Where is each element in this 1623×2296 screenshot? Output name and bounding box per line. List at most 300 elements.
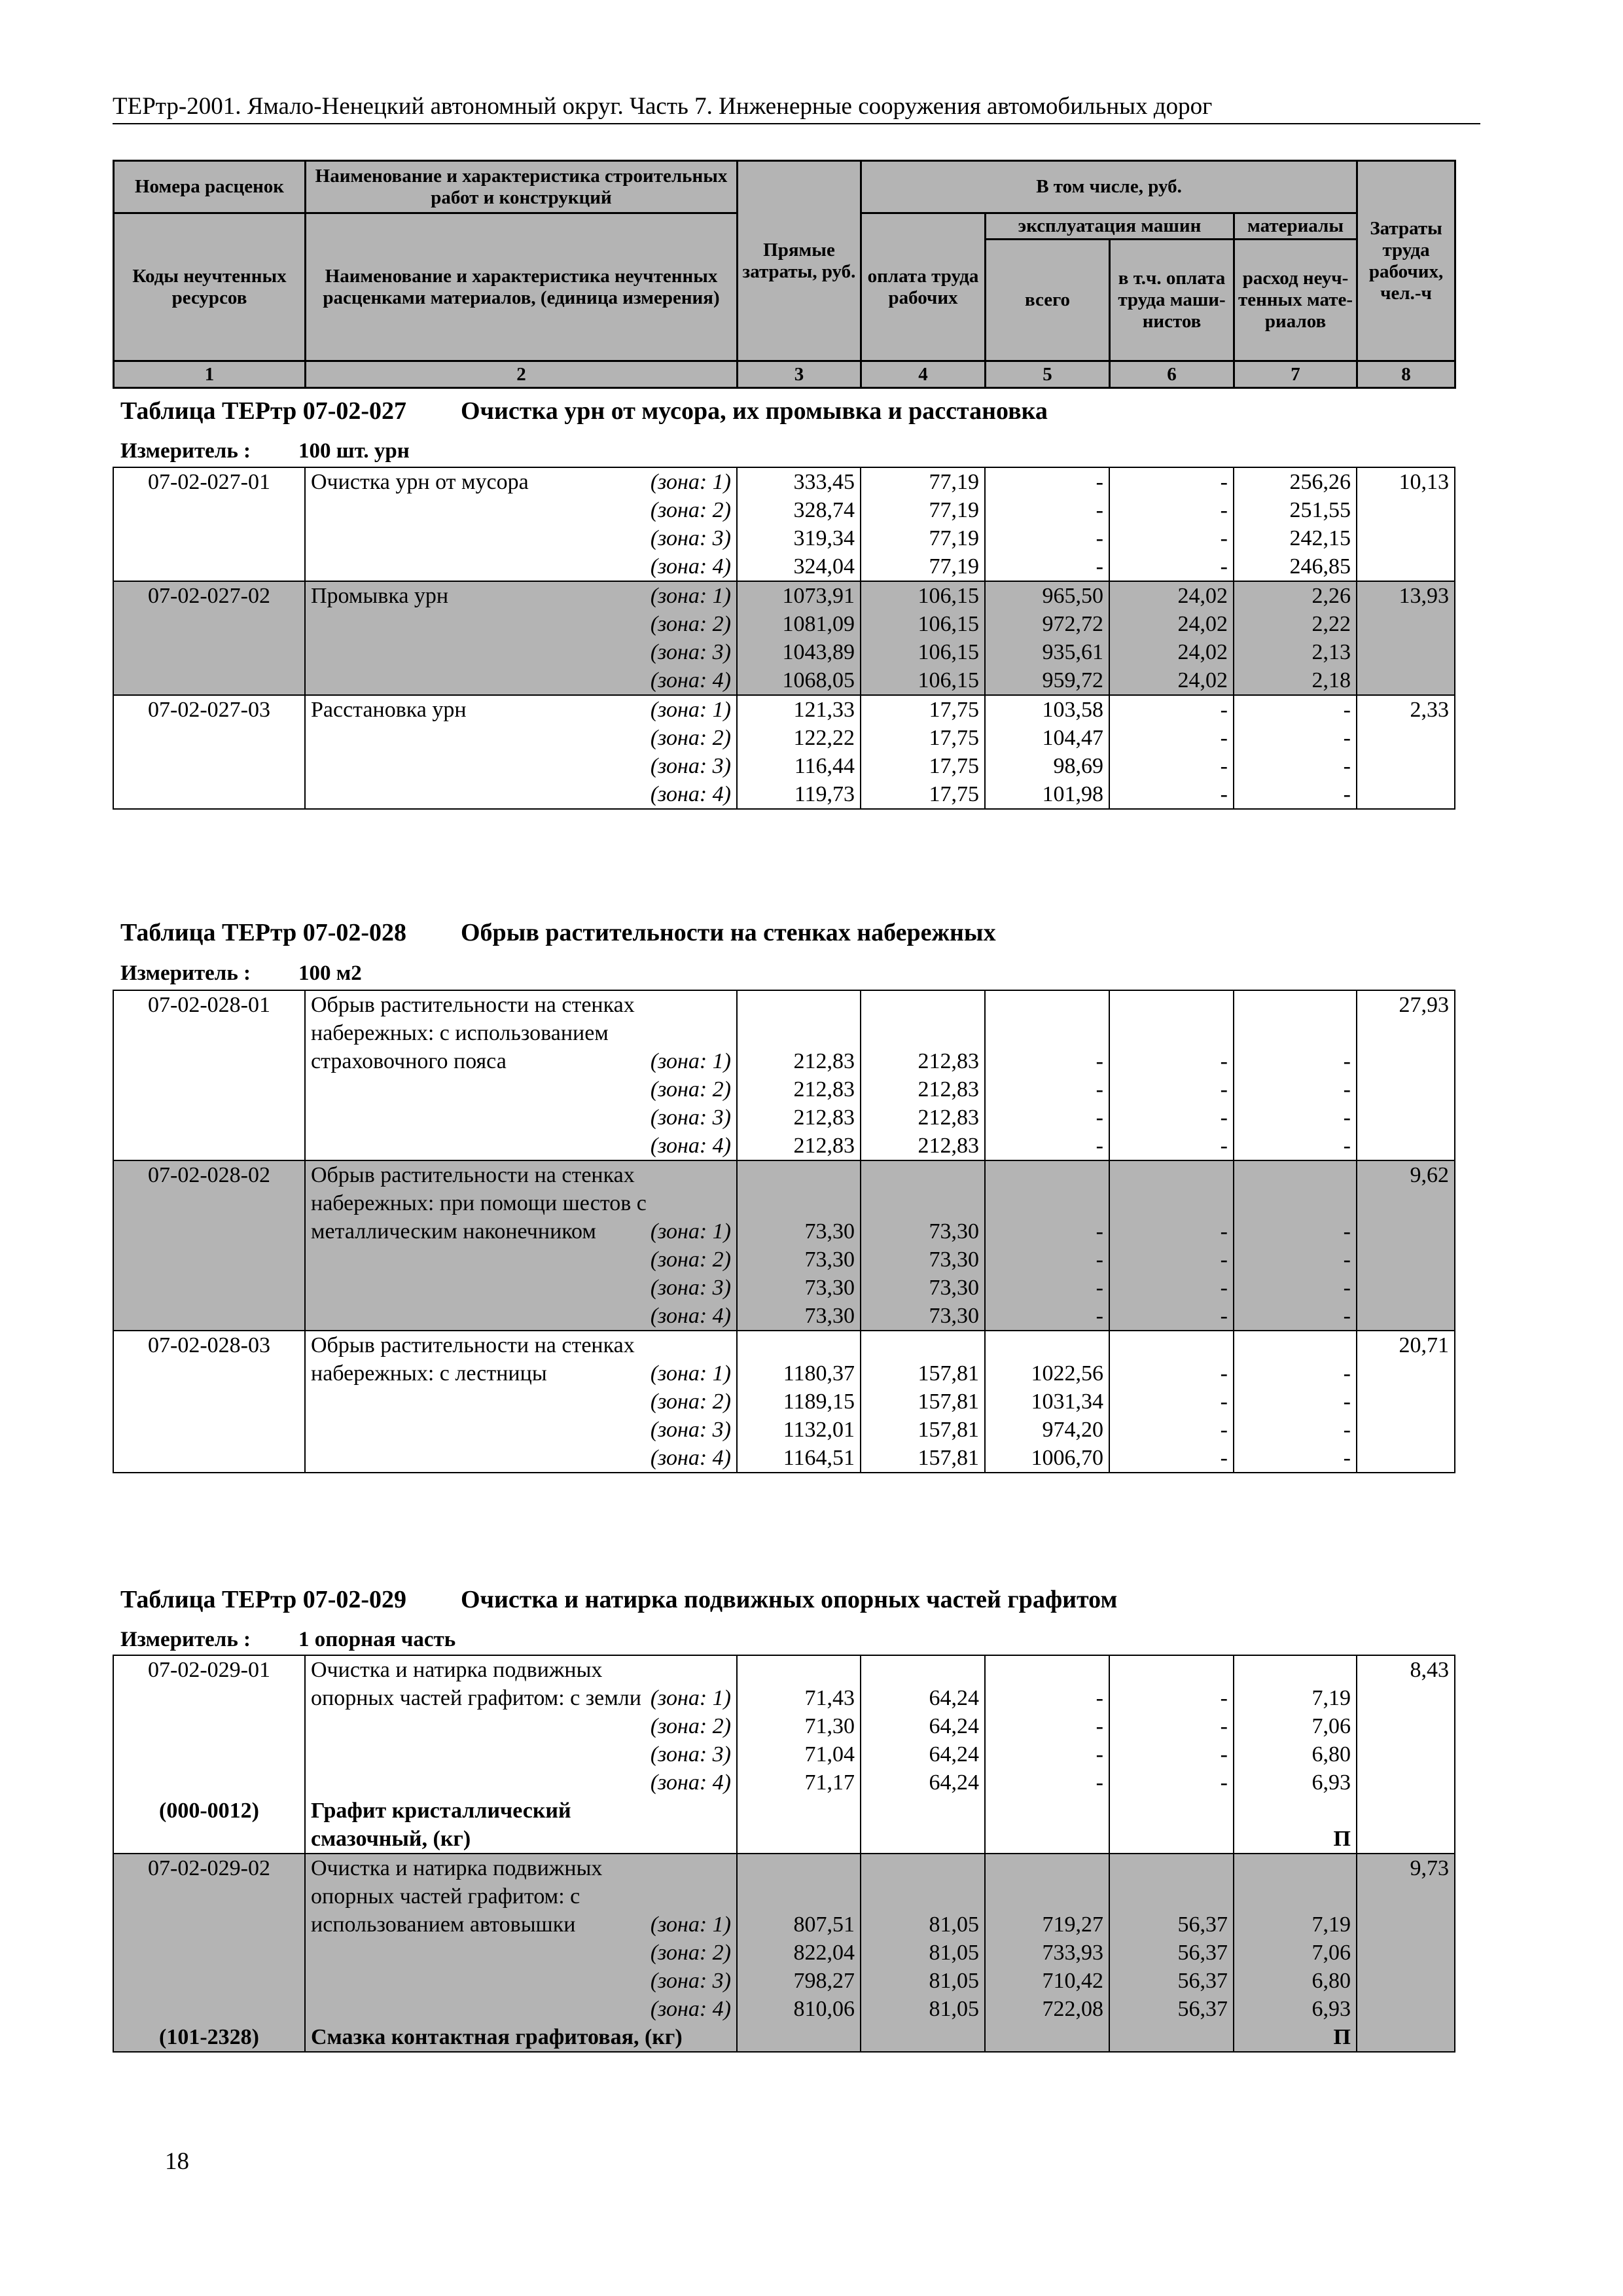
machines-total: [985, 1160, 1109, 1189]
materials-cost: 6,80: [1234, 1967, 1357, 1995]
table-row: [113, 1825, 1455, 1854]
rate-code: [113, 1939, 305, 1967]
operators-pay: [1109, 1160, 1234, 1189]
labor-cost: [1357, 1740, 1455, 1768]
labor-cost: 2,33: [1357, 695, 1455, 724]
labor-cost: [1357, 1797, 1455, 1825]
table-row: [113, 467, 1455, 496]
direct-cost: [737, 1655, 861, 1684]
rate-code: [113, 1302, 305, 1331]
operators-pay: -: [1109, 780, 1234, 809]
direct-cost: 116,44: [737, 752, 861, 780]
table-row: [113, 1274, 1455, 1302]
work-name: набережных: при помощи шестов с: [305, 1189, 737, 1217]
labor-cost: [1357, 1359, 1455, 1388]
workers-pay: [861, 990, 985, 1019]
operators-pay: -: [1109, 467, 1234, 496]
zone-label: (зона: 1): [650, 1361, 731, 1386]
table-row: [113, 2023, 1455, 2052]
rate-code: 07-02-027-01: [113, 467, 305, 496]
direct-cost: 1068,05: [737, 666, 861, 695]
labor-cost: 13,93: [1357, 581, 1455, 610]
labor-cost: [1357, 1825, 1455, 1854]
rate-code: 07-02-027-02: [113, 581, 305, 610]
table-row: [113, 1655, 1455, 1684]
zone-label: (зона: 3): [305, 524, 737, 552]
machines-total: [985, 1189, 1109, 1217]
rate-code: [113, 496, 305, 524]
table-row: [113, 581, 1455, 610]
direct-cost: 71,17: [737, 1768, 861, 1797]
materials-cost: -: [1234, 695, 1357, 724]
labor-cost: [1357, 1967, 1455, 1995]
machines-total: 1006,70: [985, 1444, 1109, 1473]
labor-cost: 20,71: [1357, 1331, 1455, 1359]
direct-cost: 121,33: [737, 695, 861, 724]
measure-value: 1 опорная часть: [298, 1628, 456, 1651]
operators-pay: -: [1109, 1047, 1234, 1075]
workers-pay: 17,75: [861, 780, 985, 809]
labor-cost: 10,13: [1357, 467, 1455, 496]
machines-total: -: [985, 1075, 1109, 1103]
workers-pay: 81,05: [861, 1939, 985, 1967]
workers-pay: 77,19: [861, 496, 985, 524]
labor-cost: 27,93: [1357, 990, 1455, 1019]
workers-pay: 157,81: [861, 1416, 985, 1444]
direct-cost: 212,83: [737, 1047, 861, 1075]
workers-pay: 106,15: [861, 638, 985, 666]
operators-pay: [1109, 1655, 1234, 1684]
table-row: [113, 1047, 1455, 1075]
table-row: [113, 1331, 1455, 1359]
workers-pay: 212,83: [861, 1047, 985, 1075]
materials-cost: 251,55: [1234, 496, 1357, 524]
labor-cost: [1357, 496, 1455, 524]
zone-label: (зона: 2): [305, 610, 737, 638]
rates-table: [113, 1655, 1455, 2053]
rate-code: [113, 1882, 305, 1910]
direct-cost: [737, 2023, 861, 2052]
zone-label: (зона: 2): [305, 1388, 737, 1416]
rate-code: [113, 1217, 305, 1246]
column-number: 2: [306, 361, 738, 388]
workers-pay: 81,05: [861, 1995, 985, 2023]
workers-pay: 212,83: [861, 1103, 985, 1132]
operators-pay: -: [1109, 1740, 1234, 1768]
table-row: [113, 1768, 1455, 1797]
zone-label: (зона: 1): [650, 1049, 731, 1073]
work-name: Обрыв растительности на стенках: [305, 1331, 737, 1359]
table-row: [113, 1797, 1455, 1825]
workers-pay: [861, 1797, 985, 1825]
machines-total: -: [985, 524, 1109, 552]
labor-cost: [1357, 752, 1455, 780]
machines-total: -: [985, 1684, 1109, 1712]
table-row: [113, 1967, 1455, 1995]
direct-cost: 333,45: [737, 467, 861, 496]
column-numbers-row: [114, 361, 1455, 388]
work-name-cell: [305, 581, 737, 610]
direct-cost: 212,83: [737, 1075, 861, 1103]
zone-label: (зона: 1): [650, 698, 731, 722]
operators-pay: 56,37: [1109, 1967, 1234, 1995]
materials-cost: 7,06: [1234, 1939, 1357, 1967]
materials-cost: [1234, 1882, 1357, 1910]
machines-total: -: [985, 496, 1109, 524]
rates-table: [113, 467, 1455, 810]
workers-pay: 17,75: [861, 724, 985, 752]
direct-cost: 1189,15: [737, 1388, 861, 1416]
table-row: [113, 1416, 1455, 1444]
materials-cost: [1234, 1189, 1357, 1217]
machines-total: 101,98: [985, 780, 1109, 809]
operators-pay: 24,02: [1109, 610, 1234, 638]
measure-value: 100 шт. урн: [298, 439, 410, 463]
workers-pay: [861, 1655, 985, 1684]
labor-cost: [1357, 1939, 1455, 1967]
header-direct-costs: Прямые затраты, руб.: [738, 161, 861, 361]
materials-cost: 2,26: [1234, 581, 1357, 610]
labor-cost: [1357, 2023, 1455, 2052]
operators-pay: [1109, 1882, 1234, 1910]
operators-pay: -: [1109, 552, 1234, 581]
workers-pay: 157,81: [861, 1444, 985, 1473]
operators-pay: 56,37: [1109, 1939, 1234, 1967]
zone-label: (зона: 3): [305, 1967, 737, 1995]
materials-cost: 7,06: [1234, 1712, 1357, 1740]
direct-cost: 1081,09: [737, 610, 861, 638]
zone-label: (зона: 4): [305, 780, 737, 809]
operators-pay: -: [1109, 1246, 1234, 1274]
labor-cost: [1357, 1217, 1455, 1246]
column-number: 3: [738, 361, 861, 388]
operators-pay: -: [1109, 1416, 1234, 1444]
measure-label: Измеритель :: [120, 1628, 251, 1651]
work-name-cell: [305, 1684, 737, 1712]
table-row: [113, 1388, 1455, 1416]
rate-code: 07-02-029-02: [113, 1854, 305, 1882]
machines-total: 103,58: [985, 695, 1109, 724]
materials-cost: [1234, 1160, 1357, 1189]
direct-cost: 324,04: [737, 552, 861, 581]
table-row: [113, 1075, 1455, 1103]
workers-pay: 64,24: [861, 1768, 985, 1797]
workers-pay: [861, 2023, 985, 2052]
measure-value: 100 м2: [298, 961, 362, 985]
rate-code: [113, 1768, 305, 1797]
materials-cost: [1234, 1655, 1357, 1684]
materials-cost: -: [1234, 1047, 1357, 1075]
operators-pay: -: [1109, 1359, 1234, 1388]
machines-total: 965,50: [985, 581, 1109, 610]
machines-total: 722,08: [985, 1995, 1109, 2023]
rate-code: [113, 1995, 305, 2023]
table-row: [113, 1160, 1455, 1189]
rate-code: (000-0012): [113, 1797, 305, 1825]
rate-code: [113, 1416, 305, 1444]
labor-cost: [1357, 524, 1455, 552]
operators-pay: -: [1109, 1132, 1234, 1160]
workers-pay: 212,83: [861, 1075, 985, 1103]
header-unaccounted: расход неуч-тенных мате-риалов: [1234, 240, 1357, 361]
labor-cost: [1357, 1189, 1455, 1217]
header-including: В том числе, руб.: [861, 161, 1357, 213]
header-total: всего: [986, 240, 1110, 361]
rate-code: [113, 1075, 305, 1103]
machines-total: -: [985, 1246, 1109, 1274]
work-name: набережных: с использованием: [305, 1019, 737, 1047]
work-name: Расстановка урн: [311, 698, 467, 722]
direct-cost: 328,74: [737, 496, 861, 524]
zone-label: (зона: 4): [305, 1302, 737, 1331]
materials-cost: -: [1234, 1416, 1357, 1444]
direct-cost: [737, 1797, 861, 1825]
rate-code: 07-02-028-02: [113, 1160, 305, 1189]
table-row: [113, 1189, 1455, 1217]
operators-pay: [1109, 1019, 1234, 1047]
zone-label: (зона: 2): [305, 1939, 737, 1967]
workers-pay: 64,24: [861, 1684, 985, 1712]
machines-total: -: [985, 552, 1109, 581]
rate-code: [113, 1359, 305, 1388]
direct-cost: 1132,01: [737, 1416, 861, 1444]
rate-code: [113, 1019, 305, 1047]
direct-cost: 1043,89: [737, 638, 861, 666]
zone-label: (зона: 2): [305, 724, 737, 752]
table-row: [113, 552, 1455, 581]
direct-cost: [737, 1019, 861, 1047]
operators-pay: -: [1109, 1712, 1234, 1740]
machines-total: 733,93: [985, 1939, 1109, 1967]
column-number: 6: [1110, 361, 1234, 388]
operators-pay: -: [1109, 1302, 1234, 1331]
rate-code: [113, 1246, 305, 1274]
materials-cost: -: [1234, 1075, 1357, 1103]
materials-cost: -: [1234, 1359, 1357, 1388]
direct-cost: [737, 1189, 861, 1217]
header-rate-numbers: Номера расценок: [114, 161, 306, 213]
labor-cost: [1357, 1019, 1455, 1047]
section-title: [120, 1585, 1117, 1614]
column-number: 4: [861, 361, 986, 388]
direct-cost: 810,06: [737, 1995, 861, 2023]
zone-label: (зона: 3): [305, 638, 737, 666]
table-row: [113, 1910, 1455, 1939]
zone-label: (зона: 3): [305, 1416, 737, 1444]
direct-cost: 807,51: [737, 1910, 861, 1939]
table-row: [113, 1684, 1455, 1712]
machines-total: -: [985, 1217, 1109, 1246]
rate-code: [113, 666, 305, 695]
operators-pay: 24,02: [1109, 638, 1234, 666]
direct-cost: [737, 1882, 861, 1910]
table-row: [113, 496, 1455, 524]
work-name: Обрыв растительности на стенках: [305, 1160, 737, 1189]
work-name-cell: [305, 467, 737, 496]
operators-pay: 24,02: [1109, 581, 1234, 610]
machines-total: [985, 2023, 1109, 2052]
work-name: смазочный, (кг): [305, 1825, 737, 1854]
zone-label: (зона: 4): [305, 1768, 737, 1797]
operators-pay: [1109, 1797, 1234, 1825]
workers-pay: [861, 1882, 985, 1910]
rate-code: [113, 1825, 305, 1854]
machines-total: 1031,34: [985, 1388, 1109, 1416]
workers-pay: 77,19: [861, 524, 985, 552]
materials-cost: П: [1234, 1825, 1357, 1854]
workers-pay: 106,15: [861, 610, 985, 638]
header-operators-pay: в т.ч. оплата труда маши-нистов: [1110, 240, 1234, 361]
section-name: Обрыв растительности на стенках набережных: [461, 919, 996, 946]
machines-total: [985, 1882, 1109, 1910]
column-number: 1: [114, 361, 306, 388]
labor-cost: 8,43: [1357, 1655, 1455, 1684]
work-name: набережных: с лестницы: [311, 1361, 547, 1386]
labor-cost: [1357, 1910, 1455, 1939]
table-row: [113, 1882, 1455, 1910]
labor-cost: [1357, 1047, 1455, 1075]
machines-total: [985, 1825, 1109, 1854]
workers-pay: [861, 1189, 985, 1217]
materials-cost: 7,19: [1234, 1684, 1357, 1712]
operators-pay: -: [1109, 752, 1234, 780]
work-name: Графит кристаллический: [305, 1797, 737, 1825]
workers-pay: [861, 1160, 985, 1189]
zone-label: (зона: 4): [305, 1995, 737, 2023]
labor-cost: [1357, 638, 1455, 666]
materials-cost: 2,13: [1234, 638, 1357, 666]
machines-total: [985, 1854, 1109, 1882]
direct-cost: 71,30: [737, 1712, 861, 1740]
machines-total: -: [985, 467, 1109, 496]
materials-cost: -: [1234, 1132, 1357, 1160]
materials-cost: 246,85: [1234, 552, 1357, 581]
labor-cost: [1357, 1712, 1455, 1740]
table-row: [113, 1302, 1455, 1331]
work-name-cell: [305, 695, 737, 724]
section-number: Таблица ТЕРтр 07-02-028: [120, 919, 407, 946]
table-row: [113, 1019, 1455, 1047]
direct-cost: 822,04: [737, 1939, 861, 1967]
section-measure: [120, 439, 410, 463]
labor-cost: [1357, 1246, 1455, 1274]
materials-cost: -: [1234, 1217, 1357, 1246]
operators-pay: -: [1109, 496, 1234, 524]
workers-pay: 64,24: [861, 1740, 985, 1768]
machines-total: -: [985, 1103, 1109, 1132]
operators-pay: -: [1109, 1768, 1234, 1797]
zone-label: (зона: 2): [305, 1712, 737, 1740]
rate-code: [113, 1740, 305, 1768]
labor-cost: [1357, 1075, 1455, 1103]
materials-cost: [1234, 990, 1357, 1019]
table-row: [113, 1712, 1455, 1740]
direct-cost: [737, 990, 861, 1019]
labor-cost: [1357, 724, 1455, 752]
zone-label: (зона: 3): [305, 1103, 737, 1132]
rates-table: [113, 990, 1455, 1473]
workers-pay: 212,83: [861, 1132, 985, 1160]
rate-code: [113, 1910, 305, 1939]
materials-cost: -: [1234, 1274, 1357, 1302]
direct-cost: 73,30: [737, 1274, 861, 1302]
section-number: Таблица ТЕРтр 07-02-027: [120, 397, 407, 425]
materials-cost: 6,93: [1234, 1995, 1357, 2023]
materials-cost: П: [1234, 2023, 1357, 2052]
work-name: опорных частей графитом: с земли: [311, 1686, 641, 1710]
labor-cost: [1357, 610, 1455, 638]
work-name: Очистка и натирка подвижных: [305, 1854, 737, 1882]
rate-code: 07-02-027-03: [113, 695, 305, 724]
column-number: 5: [986, 361, 1110, 388]
direct-cost: 798,27: [737, 1967, 861, 1995]
machines-total: [985, 1655, 1109, 1684]
table-row: [113, 1103, 1455, 1132]
labor-cost: [1357, 552, 1455, 581]
workers-pay: 64,24: [861, 1712, 985, 1740]
workers-pay: 77,19: [861, 552, 985, 581]
table-row: [113, 1995, 1455, 2023]
column-header-table: [113, 160, 1456, 389]
direct-cost: 73,30: [737, 1217, 861, 1246]
table-row: [113, 752, 1455, 780]
column-number: 8: [1357, 361, 1455, 388]
section-name: Очистка и натирка подвижных опорных частей графитом: [461, 1586, 1118, 1613]
materials-cost: [1234, 1019, 1357, 1047]
workers-pay: 73,30: [861, 1302, 985, 1331]
direct-cost: 122,22: [737, 724, 861, 752]
machines-total: 935,61: [985, 638, 1109, 666]
machines-total: -: [985, 1768, 1109, 1797]
rate-code: (101-2328): [113, 2023, 305, 2052]
workers-pay: 157,81: [861, 1388, 985, 1416]
zone-label: (зона: 1): [650, 470, 731, 494]
operators-pay: [1109, 1189, 1234, 1217]
workers-pay: 106,15: [861, 581, 985, 610]
operators-pay: [1109, 990, 1234, 1019]
workers-pay: [861, 1331, 985, 1359]
labor-cost: [1357, 1882, 1455, 1910]
work-name: Обрыв растительности на стенках: [305, 990, 737, 1019]
zone-label: (зона: 3): [305, 752, 737, 780]
workers-pay: [861, 1854, 985, 1882]
direct-cost: [737, 1160, 861, 1189]
workers-pay: [861, 1825, 985, 1854]
measure-label: Измеритель :: [120, 961, 251, 985]
workers-pay: 73,30: [861, 1274, 985, 1302]
zone-label: (зона: 1): [650, 1219, 731, 1244]
zone-label: (зона: 3): [305, 1274, 737, 1302]
table-row: [113, 1217, 1455, 1246]
materials-cost: 6,80: [1234, 1740, 1357, 1768]
section-number: Таблица ТЕРтр 07-02-029: [120, 1586, 407, 1613]
machines-total: -: [985, 1712, 1109, 1740]
header-machines: эксплуатация машин: [986, 213, 1234, 240]
workers-pay: 17,75: [861, 752, 985, 780]
operators-pay: -: [1109, 1075, 1234, 1103]
workers-pay: 77,19: [861, 467, 985, 496]
rate-code: 07-02-028-03: [113, 1331, 305, 1359]
section-title: [120, 397, 1048, 425]
zone-label: (зона: 4): [305, 1444, 737, 1473]
rate-code: [113, 1388, 305, 1416]
direct-cost: 212,83: [737, 1132, 861, 1160]
work-name-cell: [305, 1910, 737, 1939]
zone-label: (зона: 1): [650, 1686, 731, 1710]
table-row: [113, 638, 1455, 666]
operators-pay: -: [1109, 1274, 1234, 1302]
workers-pay: 81,05: [861, 1967, 985, 1995]
